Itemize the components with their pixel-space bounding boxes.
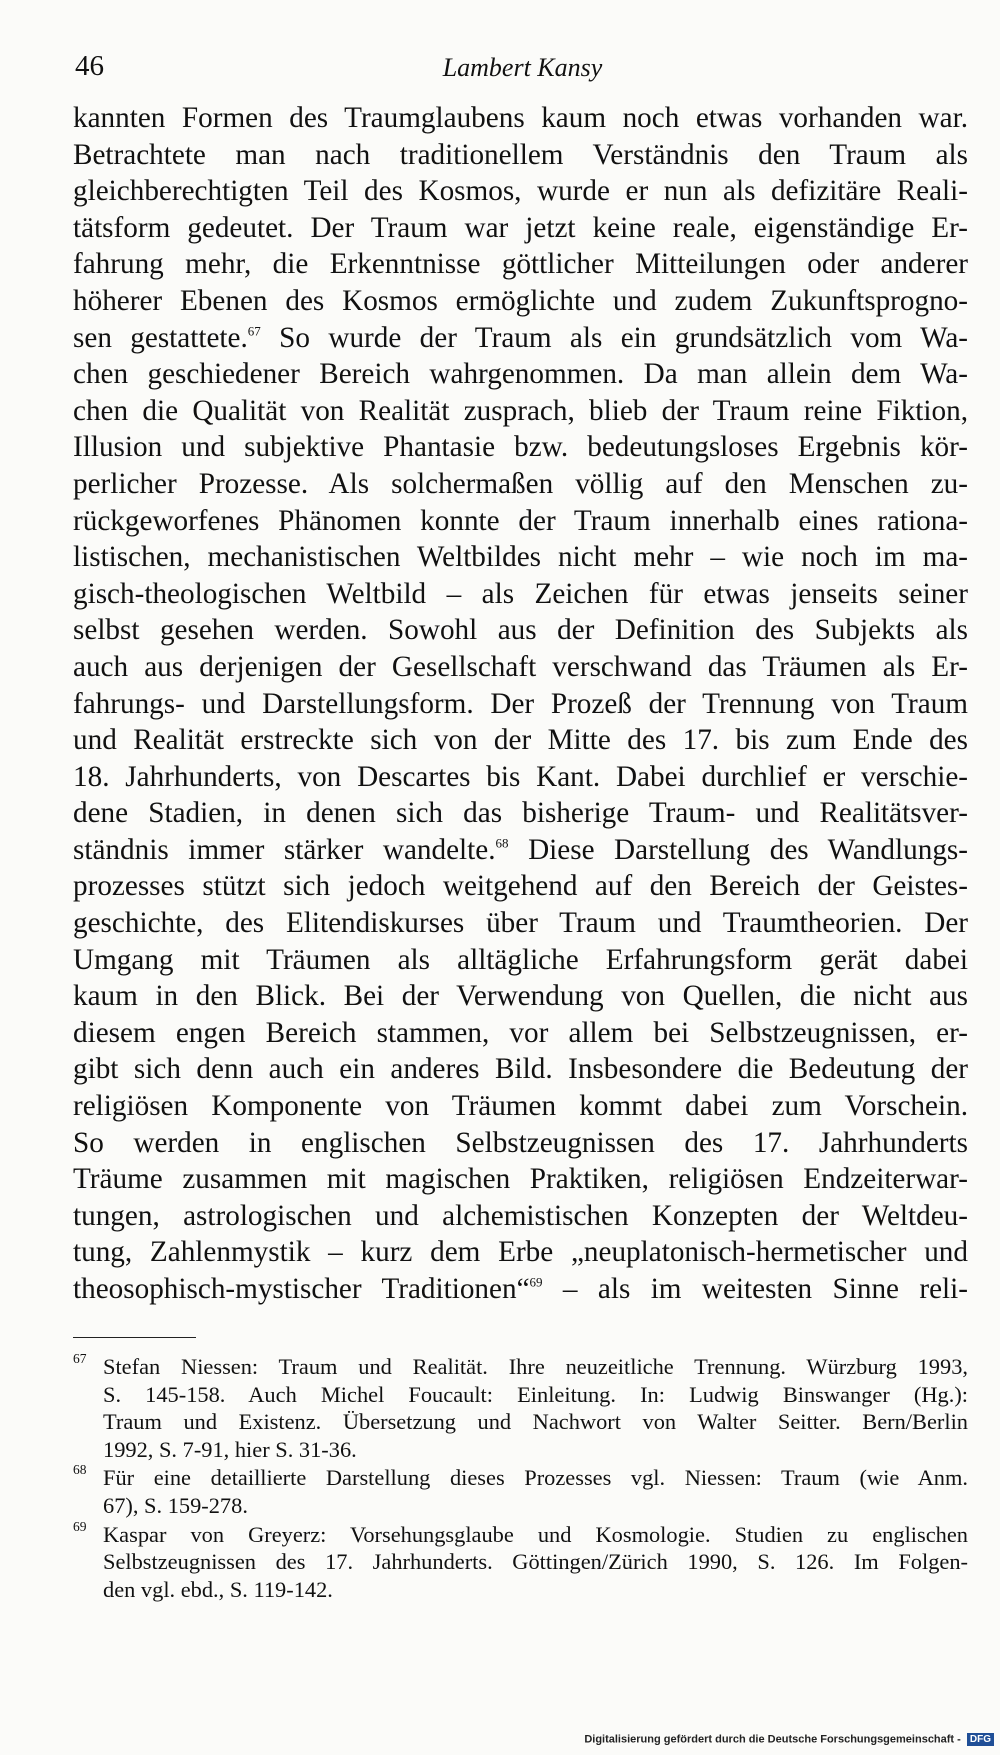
- text-line: 18. Jahrhunderts, von Descartes bis Kant. Dabei durchlief er verschie-: [73, 760, 968, 793]
- footnote-ref-68[interactable]: 68: [495, 835, 509, 851]
- text-line: und Realität erstreckte sich von der Mitte des 17. bis zum Ende des: [73, 724, 968, 757]
- credit-text: Digitalisierung gefördert durch die Deutsche Forschungsgemeinschaft -: [584, 1733, 961, 1746]
- footnote-68: [73, 1464, 968, 1519]
- footnote-ref-69[interactable]: 69: [529, 1274, 543, 1290]
- text-segment: – als im weitesten Sinne reli-: [542, 1273, 968, 1305]
- text-line: [73, 1271, 968, 1305]
- text-line: geschichte, des Elitendiskurses über Traum und Traumtheorien. Der: [73, 907, 968, 940]
- text-line: [73, 832, 968, 869]
- text-line: So werden in englischen Selbstzeugnissen des 17. Jahrhunderts: [73, 1126, 968, 1159]
- text-line: dene Stadien, in denen sich das bisherige Traum- und Realitätsver-: [73, 797, 968, 830]
- text-line: fahrung mehr, die Erkenntnisse göttlicher Mitteilungen oder anderer: [73, 248, 968, 281]
- text-line: [73, 320, 968, 357]
- dfg-logo: DFG: [967, 1733, 994, 1746]
- page-header: [75, 50, 970, 90]
- footnote-67: [73, 1353, 968, 1463]
- text-line: chen die Qualität von Realität zusprach, blieb der Traum reine Fiktion,: [73, 394, 968, 427]
- text-segment: Diese Darstellung des Wandlungs-: [508, 833, 968, 866]
- footnote-line: Selbstzeugnissen des 17. Jahrhunderts. Göttingen/Zürich 1990, S. 126. Im Folgen-: [103, 1549, 968, 1575]
- footnote-69: [73, 1518, 968, 1604]
- text-line: selbst gesehen werden. Sowohl aus der Definition des Subjekts als: [73, 614, 968, 647]
- text-line: gleichberechtigten Teil des Kosmos, wurde er nun als defizitäre Reali-: [73, 175, 968, 208]
- text-segment: sen gestattete.: [73, 321, 248, 354]
- footnote-line: S. 145-158. Auch Michel Foucault: Einleitung. In: Ludwig Binswanger (Hg.):: [103, 1381, 968, 1407]
- text-line: kannten Formen des Traumglaubens kaum noch etwas vorhanden war.: [73, 102, 968, 134]
- text-line: religiösen Komponente von Träumen kommt dabei zum Vorschein.: [73, 1090, 968, 1123]
- footnote-number: 68: [73, 1462, 87, 1478]
- footnote-line: 67), S. 159-278.: [103, 1492, 248, 1518]
- text-line: höherer Ebenen des Kosmos ermöglichte und zudem Zukunftsprogno-: [73, 284, 968, 317]
- footnote-separator: [73, 1337, 196, 1338]
- main-text: [73, 100, 968, 1305]
- text-line: Illusion und subjektive Phantasie bzw. bedeutungsloses Ergebnis kör-: [73, 431, 968, 464]
- text-line: listischen, mechanistischen Weltbildes nicht mehr – wie noch im ma-: [73, 541, 968, 574]
- footnote-ref-67[interactable]: 67: [247, 322, 261, 338]
- text-line: tung, Zahlenmystik – kurz dem Erbe „neuplatonisch-hermetischer und: [73, 1236, 968, 1269]
- text-line: auch aus derjenigen der Gesellschaft verschwand das Träumen als Er-: [73, 650, 968, 683]
- text-line: Träume zusammen mit magischen Praktiken, religiösen Endzeiterwar-: [73, 1163, 968, 1196]
- text-line: gisch-theologischen Weltbild – als Zeichen für etwas jenseits seiner: [73, 577, 968, 610]
- page-number: 46: [75, 50, 104, 82]
- running-head-author: Lambert Kansy: [442, 53, 603, 82]
- text-line: Betrachtete man nach traditionellem Verständnis den Traum als: [73, 138, 968, 171]
- text-line: perlicher Prozesse. Als solchermaßen völlig auf den Menschen zu-: [73, 467, 968, 500]
- footnote-number: 69: [73, 1518, 87, 1534]
- footnote-line: Für eine detaillierte Darstellung dieses Prozesses vgl. Niessen: Traum (wie Anm.: [103, 1465, 968, 1491]
- footnotes: [73, 1353, 968, 1604]
- digitization-credit: [584, 1733, 994, 1746]
- text-line: diesem engen Bereich stammen, vor allem bei Selbstzeugnissen, er-: [73, 1016, 968, 1049]
- text-line: rückgeworfenes Phänomen konnte der Traum innerhalb eines rationa-: [73, 504, 968, 537]
- footnote-number: 67: [73, 1351, 87, 1366]
- text-line: Umgang mit Träumen als alltägliche Erfahrungsform gerät dabei: [73, 943, 968, 976]
- footnote-line: Traum und Existenz. Übersetzung und Nachwort von Walter Seitter. Bern/Berlin: [103, 1409, 968, 1435]
- footnote-line: Stefan Niessen: Traum und Realität. Ihre neuzeitliche Trennung. Würzburg 1993,: [103, 1354, 968, 1379]
- text-line: kaum in den Blick. Bei der Verwendung von Quellen, die nicht aus: [73, 980, 968, 1013]
- text-line: prozesses stützt sich jedoch weitgehend auf den Bereich der Geistes-: [73, 870, 968, 903]
- text-line: gibt sich denn auch ein anderes Bild. Insbesondere die Bedeutung der: [73, 1053, 968, 1086]
- text-line: chen geschiedener Bereich wahrgenommen. Da man allein dem Wa-: [73, 358, 968, 391]
- text-line: fahrungs- und Darstellungsform. Der Prozeß der Trennung von Traum: [73, 687, 968, 720]
- text-line: tätsform gedeutet. Der Traum war jetzt keine reale, eigenständige Er-: [73, 211, 968, 244]
- text-segment: So wurde der Traum als ein grundsätzlich vom Wa-: [260, 321, 968, 354]
- footnote-line: den vgl. ebd., S. 119-142.: [103, 1576, 333, 1602]
- text-line: tungen, astrologischen und alchemistischen Konzepten der Weltdeu-: [73, 1199, 968, 1232]
- text-segment: ständnis immer stärker wandelte.: [73, 833, 496, 866]
- text-segment: theosophisch-mystischer Traditionen“: [73, 1273, 530, 1305]
- footnote-line: Kaspar von Greyerz: Vorsehungsglaube und Kosmologie. Studien zu englischen: [103, 1521, 968, 1547]
- footnote-line: 1992, S. 7-91, hier S. 31-36.: [103, 1436, 357, 1462]
